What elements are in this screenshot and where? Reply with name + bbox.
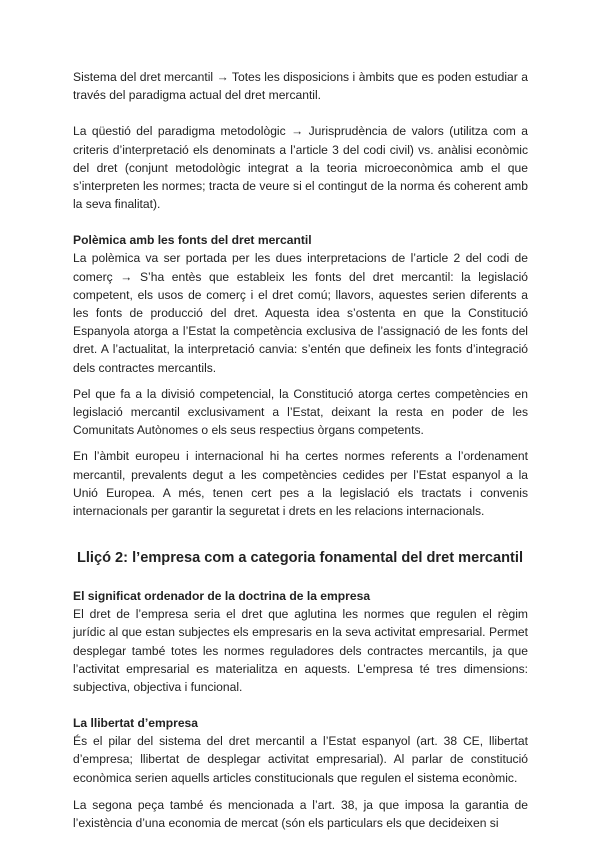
paragraph-llibertat-2: La segona peça també és mencionada a l’art. 38, ja que imposa la garantia de l’existència d’una economia de mercat (són els particulars els que decideixen si xyxy=(73,797,528,831)
heading-polemica: Polèmica amb les fonts del dret mercantil xyxy=(73,233,312,248)
paragraph-significat: El dret de l’empresa seria el dret que aglutina les normes que regulen el règim jurídic al que estan subjectes els empresaris en la seva activitat empresarial. Permet desplegar també totes les normes reguladores dels contractes mercantils, ja que l’activitat empresarial es materialitza en aquests. L’empresa té tres dimensions: subjectiva, objectiva i funcional. xyxy=(73,607,528,695)
heading-llibertat: La llibertat d’empresa xyxy=(73,716,199,731)
paragraph-paradigma: La qüestió del paradigma metodològic → Jurisprudència de valors (utilitza com a criteris d’interpretació els denominats a l’article 3 del codi civil) vs. anàlisi econòmic del dret (conjunt metodològic integrat a la teoria microeconòmica amb el que s’interpreten les normes; tracta de veure si el contingut de la norma és coherent amb la seva finalitat). xyxy=(73,124,528,212)
paragraph-polemica-2: Pel que fa a la divisió competencial, la Constitució atorga certes competències en legislació mercantil exclusivament a l’Estat, deixant la resta en poder de les Comunitats Autònomes o els seus respectius òrgans competents. xyxy=(73,386,528,438)
paragraph-sistema: Sistema del dret mercantil → Totes les disposicions i àmbits que es poden estudiar a través del paradigma actual del dret mercantil. xyxy=(73,70,528,103)
paragraph-polemica-1: La polèmica va ser portada per les dues interpretacions de l’article 2 del codi de comerç → S’ha entès que estableix les fonts del dret mercantil: la legislació competent, els usos de comerç i el dret comú; llavors, aquestes serien diferents a les fonts de producció del dret. Aquesta idea s’ostenta en que la Constitució Espanyola atorga a l’Estat la competència exclusiva de l’assignació de les fonts del dret. A l’actualitat, la interpretació canvia: s’entén que defineix les fonts d’integració dels contractes mercantils. xyxy=(73,251,528,375)
paragraph-llibertat-1: És el pilar del sistema del dret mercantil a l’Estat espanyol (art. 38 CE, llibertat d’empresa; llibertat de desplegar activitat empresarial). Al parlar de constitució econòmica serien aquells articles constitucionals que regulen el sistema econòmic. xyxy=(73,734,528,785)
lesson-title: Lliçó 2: l’empresa com a categoria fonamental del dret mercantil xyxy=(76,550,524,567)
document-body xyxy=(73,68,528,832)
heading-significat: El significat ordenador de la doctrina de la empresa xyxy=(73,589,371,604)
paragraph-polemica-3: En l’àmbit europeu i internacional hi ha certes normes referents a l’ordenament mercantil, prevalents degut a les competències cedides per l’Estat espanyol a la Unió Europea. A més, tenen cert pes a la legislació els tractats i convenis internacionals per garantir la seguretat i drets en les relacions internacionals. xyxy=(73,449,528,519)
